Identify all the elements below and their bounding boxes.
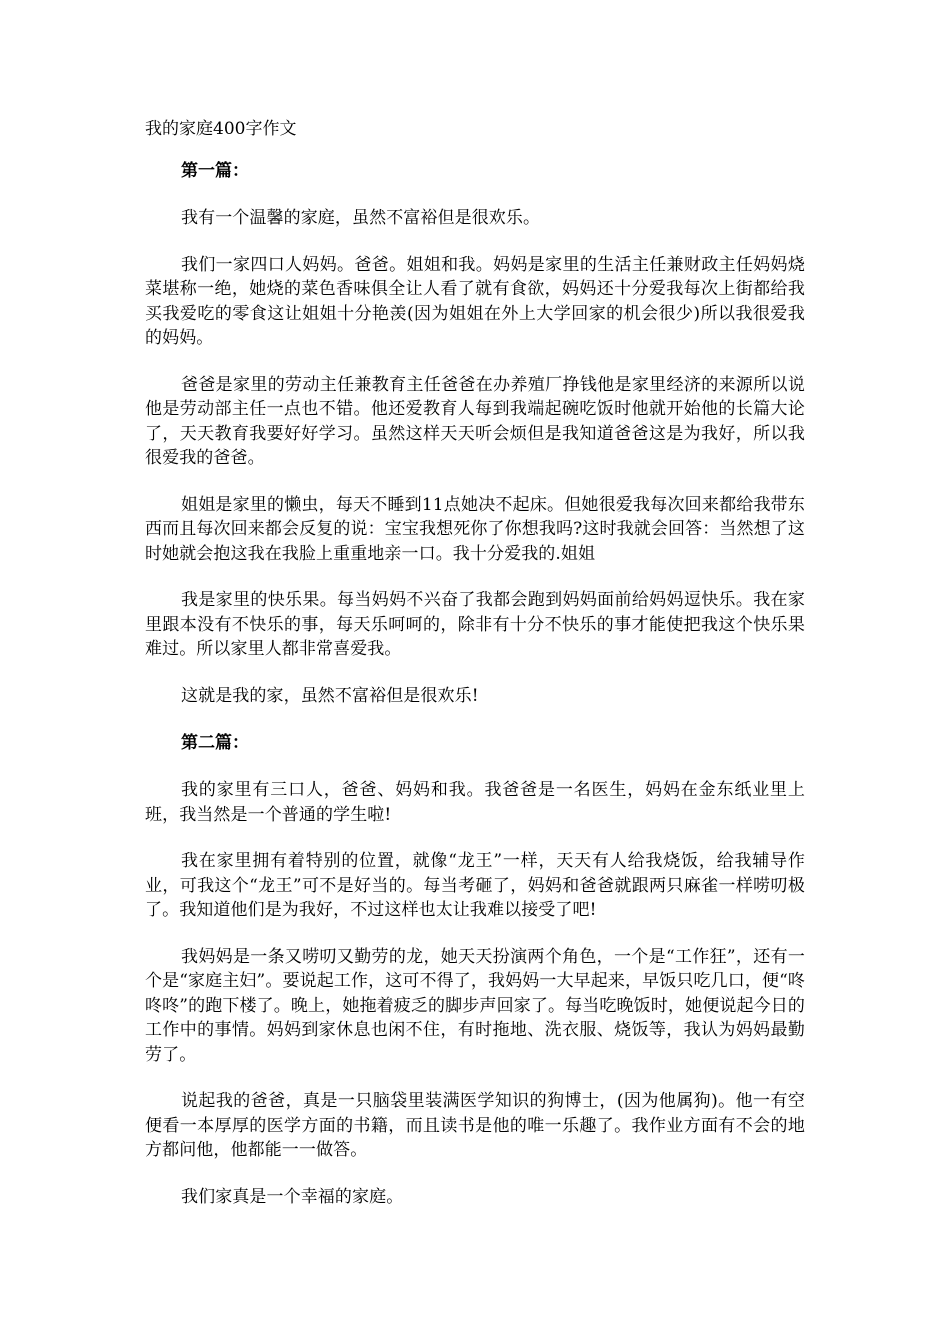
paragraph: 我的家里有三口人，爸爸、妈妈和我。我爸爸是一名医生，妈妈在金东纸业里上班，我当然是一个普通的学生啦!: [145, 780, 805, 825]
document-title: 我的家庭400字作文: [145, 119, 297, 139]
paragraph: 说起我的爸爸，真是一只脑袋里装满医学知识的狗博士，(因为他属狗)。他一有空便看一本厚厚的医学方面的书籍，而且读书是他的唯一乐趣了。我作业方面有不会的地方都问他，他都能一一做答。: [145, 1091, 805, 1160]
paragraph: 我们家真是一个幸福的家庭。: [181, 1186, 404, 1207]
paragraph: 这就是我的家，虽然不富裕但是很欢乐!: [181, 685, 479, 706]
document-page: [145, 116, 805, 1231]
paragraph: 我有一个温馨的家庭，虽然不富裕但是很欢乐。: [181, 208, 541, 228]
paragraph: 姐姐是家里的懒虫，每天不睡到11点她决不起床。但她很爱我每次回来都给我带东西而且每次回来都会反复的说：宝宝我想死你了你想我吗?这时我就会回答：当然想了这时她就会抱这我在我脸上重重地亲一口。我十分爱我的.姐姐: [145, 494, 805, 564]
section-1: [145, 158, 805, 708]
paragraph: 我妈妈是一条又唠叨又勤劳的龙，她天天扮演两个角色，一个是“工作狂”，还有一个是“家庭主妇”。要说起工作，这可不得了，我妈妈一大早起来，早饭只吃几口，便“咚咚咚”的跑下楼了。晚上，她拖着疲乏的脚步声回家了。每当吃晚饭时，她便说起今日的工作中的事情。妈妈到家休息也闲不住，有时拖地、洗衣服、烧饭等，我认为妈妈最勤劳了。: [145, 946, 805, 1065]
paragraph: 爸爸是家里的劳动主任兼教育主任爸爸在办养殖厂挣钱他是家里经济的来源所以说他是劳动部主任一点也不错。他还爱教育人每到我端起碗吃饭时他就开始他的长篇大论了，天天教育我要好好学习。虽然这样天天听会烦但是我知道爸爸这是为我好，所以我很爱我的爸爸。: [145, 374, 805, 468]
paragraph: 我们一家四口人妈妈。爸爸。姐姐和我。妈妈是家里的生活主任兼财政主任妈妈烧菜堪称一绝，她烧的菜色香味俱全让人看了就有食欲，妈妈还十分爱我每次上街都给我买我爱吃的零食这让姐姐十分艳羡(因为姐姐在外上大学回家的机会很少)所以我很爱我的妈妈。: [145, 254, 805, 348]
section-heading: 第二篇：: [181, 733, 249, 753]
paragraph: 我是家里的快乐果。每当妈妈不兴奋了我都会跑到妈妈面前给妈妈逗快乐。我在家里跟本没有不快乐的事，每天乐呵呵的，除非有十分不快乐的事才能使把我这个快乐果难过。所以家里人都非常喜爱我。: [145, 590, 805, 659]
paragraph: 我在家里拥有着特别的位置，就像“龙王”一样，天天有人给我烧饭，给我辅导作业，可我这个“龙王”可不是好当的。每当考砸了，妈妈和爸爸就跟两只麻雀一样唠叨极了。我知道他们是为我好，不过这样也太让我难以接受了吧!: [145, 851, 805, 920]
section-2: [145, 730, 805, 1209]
section-heading: 第一篇：: [181, 161, 249, 181]
